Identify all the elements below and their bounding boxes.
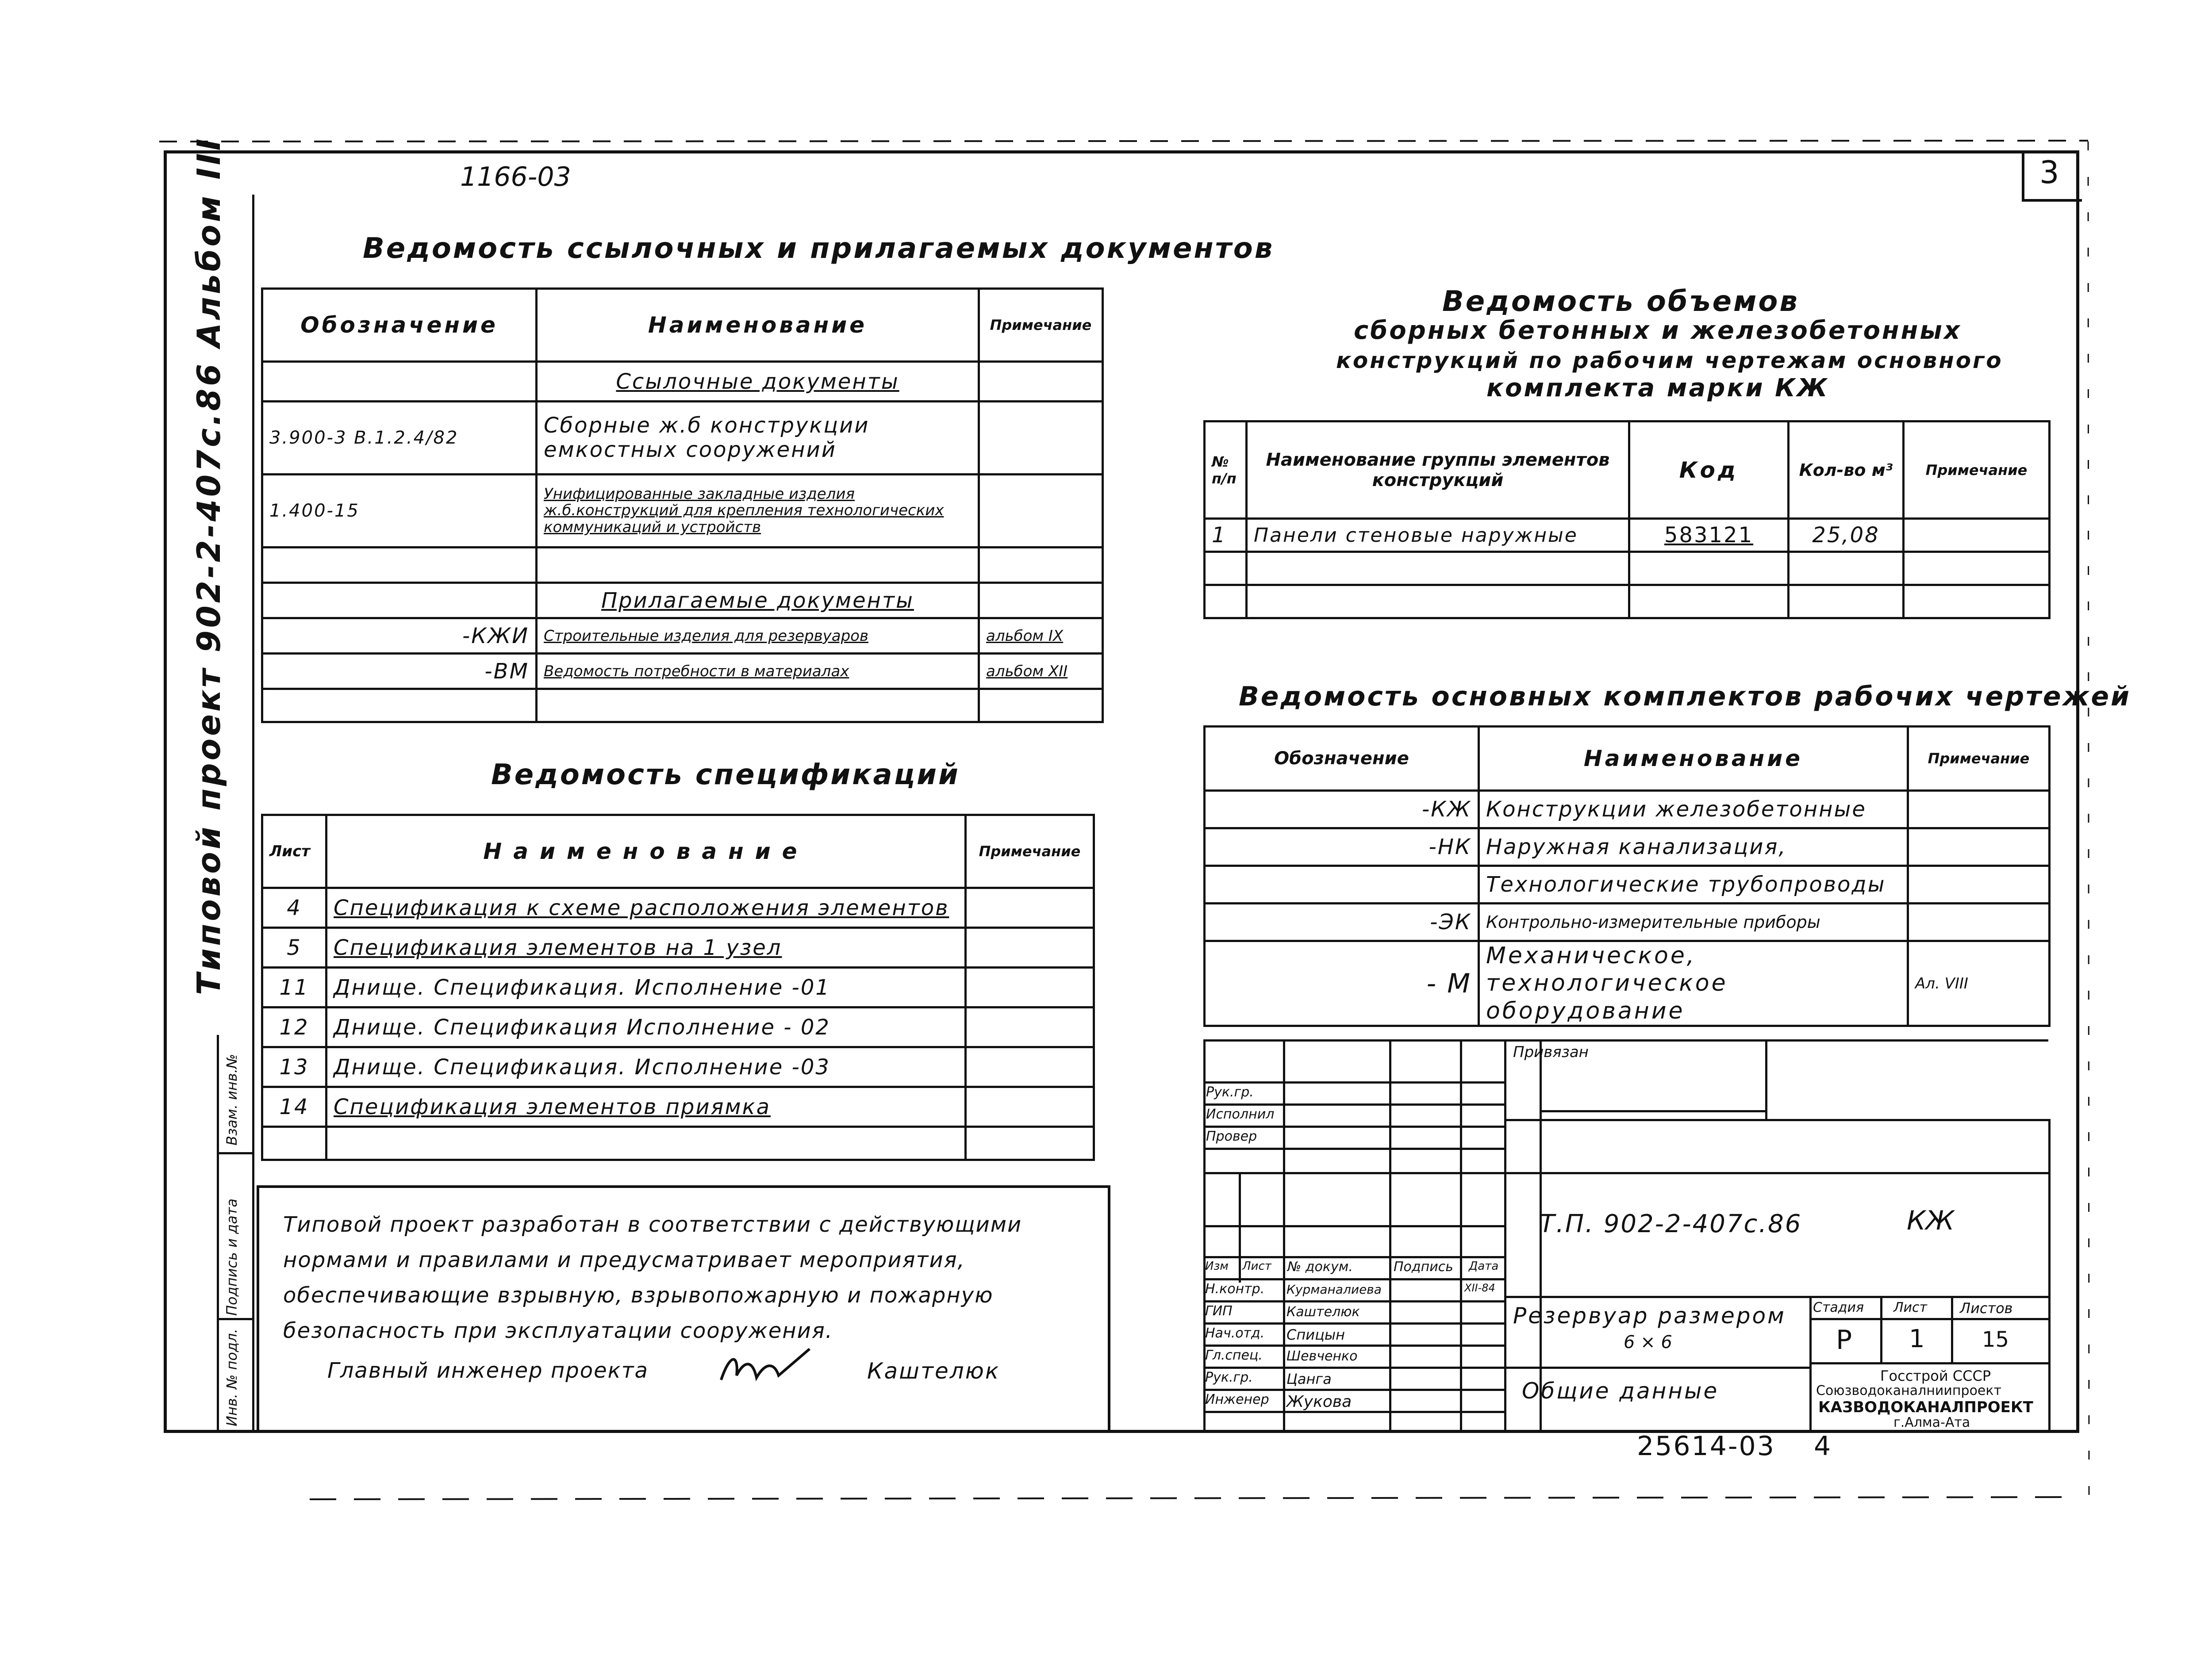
ref-docs-title: Ведомость ссылочных и прилагаемых документов [363,232,1275,265]
stamp-person-role: Гл.спец. [1205,1348,1263,1363]
note-line: нормами и правилами и предусматривает мероприятия, [283,1248,965,1272]
ref-row-code: 3.900-3 В.1.2.4/82 [262,402,537,475]
vol-row-code: 583121 [1629,519,1789,552]
vol-row-num: 1 [1205,519,1247,552]
ref-row-name: Унифицированные закладные изделия ж.б.конструкций для крепления технологических коммуникаций и устройств [537,475,979,548]
ref-row-name: Ведомость потребности в материалах [537,654,979,689]
ref-row-code: -ВМ [262,654,537,689]
volumes-title-line: конструкций по рабочим чертежам основного [1336,348,2003,373]
stamp-role-top: Провер [1206,1129,1257,1144]
volumes-title-line: комплекта марки КЖ [1486,374,1829,402]
ref-row-note: альбом IX [979,618,1103,654]
sets-header-note: Примечание [1908,727,2050,791]
spec-title: Ведомость спецификаций [491,758,960,791]
stamp-stage: Р [1836,1325,1852,1356]
vol-header-name: Наименование группы элементов конструкций [1247,421,1629,519]
stamp-col-header: Подпись [1394,1259,1453,1275]
bottom-code: 25614-03 [1637,1431,1775,1462]
stamp-col-header: Дата [1469,1260,1499,1273]
sets-row-code: - М [1205,941,1479,1026]
spec-header-name: Наименование [326,815,966,888]
spec-row-name: Спецификация к схеме расположения элементов [326,888,966,928]
ref-header-name: Наименование [537,289,979,362]
stamp-object-line: Резервуар размером [1513,1303,1786,1329]
ref-row-name: Строительные изделия для резервуаров [537,618,979,654]
note-line: безопасность при эксплуатации сооружения. [283,1318,833,1343]
stamp-attached: Привязан [1513,1043,1589,1061]
spec-row-sheet: 11 [262,968,326,1007]
stamp-sheet: 1 [1909,1325,1925,1353]
volumes-title-line: сборных бетонных и железобетонных [1354,316,1962,345]
vol-header-num: № п/п [1205,421,1247,519]
spec-row-sheet: 14 [262,1087,326,1127]
vol-header-qty: Кол-во м³ [1789,421,1904,519]
volumes-title-line: Ведомость объемов [1442,285,1799,318]
vol-row-qty: 25,08 [1789,519,1904,552]
project-side-label: Типовой проект 902-2-407с.86 Альбом III [190,136,227,995]
stamp-org-line: КАЗВОДОКАНАЛПРОЕКТ [1818,1398,2033,1416]
stamp-person-role: Н.контр. [1205,1281,1265,1297]
spec-row-sheet: 5 [262,928,326,968]
stamp-org-line: г.Алма-Ата [1893,1415,1970,1430]
stamp-person-name: Цанга [1286,1371,1332,1387]
chief-engineer-name: Каштелюк [867,1358,1000,1384]
stamp-object-line: 6 × 6 [1624,1332,1672,1352]
sets-row-code: -ЭК [1205,904,1479,941]
replace-label: Взам. инв.№ [223,1053,240,1145]
top-code: 1166-03 [460,161,571,192]
stamp-role-top: Рук.гр. [1206,1084,1254,1100]
sets-row-code: -НК [1205,828,1479,866]
stamp-person-role: ГИП [1205,1303,1233,1319]
sets-row-name: Конструкции железобетонные [1479,791,1908,828]
ref-header-code: Обозначение [262,289,537,362]
ref-row-name-text: Сборные ж.б конструкции емкостных сооружений [544,413,870,462]
sets-row-code: -КЖ [1205,791,1479,828]
ref-row-code: 1.400-15 [262,475,537,548]
ref-section-2: Прилагаемые документы [537,583,979,618]
spec-row-sheet: 4 [262,888,326,928]
sign-date-label: Подпись и дата [223,1198,240,1316]
stamp-role-top: Исполнил [1206,1107,1275,1122]
stamp-person-role: Нач.отд. [1205,1325,1265,1341]
ref-header-note: Примечание [979,289,1103,362]
bottom-page: 4 [1814,1431,1831,1462]
vol-row-name: Панели стеновые наружные [1247,519,1629,552]
stamp-org-line: Союзводоканалниипроект [1816,1383,2001,1398]
sets-row-name: Технологические трубопроводы [1479,866,1908,904]
spec-row-sheet: 13 [262,1047,326,1087]
stamp-person-name: Каштелюк [1286,1304,1360,1320]
stamp-sheets: 15 [1982,1327,2009,1352]
sets-row-name: Механическое, технологическое оборудование [1479,941,1908,1026]
spec-row-name: Днище. Спецификация. Исполнение -03 [326,1047,966,1087]
vol-header-note: Примечание [1904,421,2050,519]
stamp-person-name: Спицын [1286,1326,1345,1343]
vol-header-code: Код [1629,421,1789,519]
ref-row-note: альбом XII [979,654,1103,689]
stamp-stage-header: Стадия [1813,1300,1864,1315]
spec-row-sheet: 12 [262,1007,326,1047]
stamp-org-line: Госстрой СССР [1880,1368,1991,1384]
stamp-sheet-title: Общие данные [1522,1378,1719,1404]
sets-title: Ведомость основных комплектов рабочих чертежей [1239,681,2131,712]
spec-row-name: Днище. Спецификация. Исполнение -01 [326,968,966,1007]
stamp-sheet-header: Лист [1893,1300,1928,1315]
stamp-col-header: № докум. [1287,1259,1353,1275]
chief-engineer-label: Главный инженер проекта [327,1358,649,1383]
stamp-col-header: Лист [1242,1260,1271,1273]
stamp-person-role: Инженер [1205,1392,1269,1407]
sets-row-name: Наружная канализация, [1479,828,1908,866]
ref-section-1: Ссылочные документы [537,362,979,402]
stamp-sheets-header: Листов [1960,1300,2013,1317]
stamp-person-name: Шевченко [1286,1348,1358,1364]
spec-row-name: Спецификация элементов на 1 узел [326,928,966,968]
spec-row-name: Днище. Спецификация Исполнение - 02 [326,1007,966,1047]
note-line: обеспечивающие взрывную, взрывопожарную и пожарную [283,1283,994,1308]
stamp-person-name: Жукова [1286,1393,1352,1411]
stamp-person-role: Рук.гр. [1205,1370,1253,1385]
stamp-doc-code: Т.П. 902-2-407с.86 [1540,1210,1802,1238]
note-line: Типовой проект разработан в соответствии с действующими [283,1212,1022,1237]
spec-header-note: Примечание [966,815,1094,888]
spec-header-sheet: Лист [262,815,326,888]
inv-label: Инв. № подл. [223,1329,240,1426]
sets-header-name: Наименование [1479,727,1908,791]
spec-row-name: Спецификация элементов приямка [326,1087,966,1127]
ref-row-code: -КЖИ [262,618,537,654]
sets-row-name: Контрольно-измерительные приборы [1479,904,1908,941]
stamp-person-name: Курманалиева [1286,1282,1382,1297]
stamp-date: XII-84 [1464,1282,1495,1294]
stamp-mark: КЖ [1907,1205,1955,1236]
stamp-col-header: Изм [1205,1260,1229,1273]
sets-header-code: Обозначение [1205,727,1479,791]
sheet-number: 3 [2039,154,2059,191]
sets-row-note: Ал. VIII [1908,941,2050,1026]
